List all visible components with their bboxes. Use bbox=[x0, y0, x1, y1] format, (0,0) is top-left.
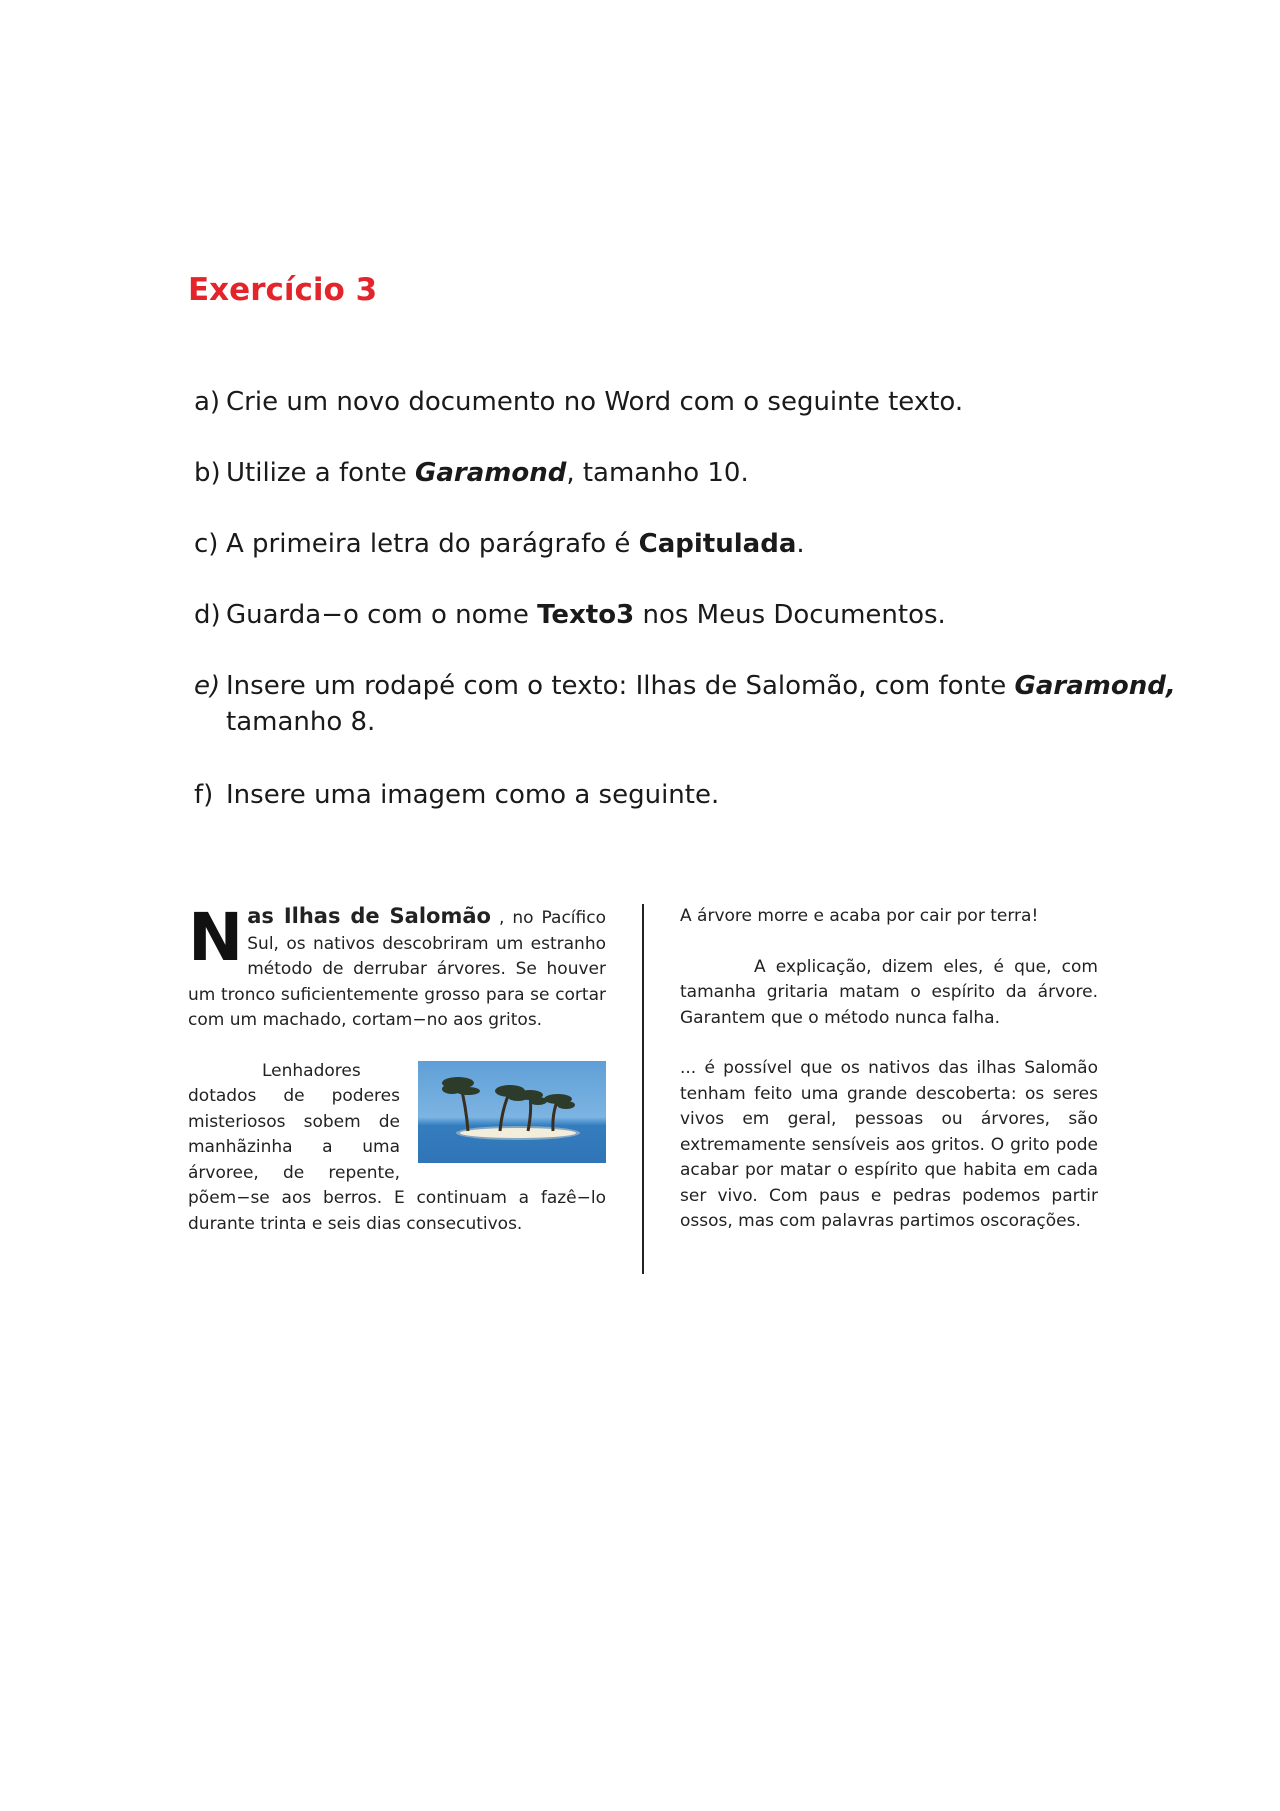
task-d-post: nos Meus Documentos. bbox=[634, 600, 946, 630]
article-p1-rest: , no Pacífico Sul, os nativos descobriram um estranho método de derrubar árvores. Se houver um tronco suficientemente grosso para se cortar com um machado, cortam−no aos gritos. bbox=[188, 908, 606, 1030]
task-c-post: . bbox=[796, 529, 805, 559]
task-b-pre: Utilize a fonte bbox=[226, 458, 415, 488]
task-e-label: e) bbox=[194, 671, 221, 701]
task-a-text: Crie um novo documento no Word com o seguinte texto. bbox=[226, 387, 964, 417]
task-d bbox=[194, 597, 946, 633]
task-b-font: Garamond bbox=[415, 458, 567, 488]
task-d-label: d) bbox=[194, 600, 221, 630]
article-left-column bbox=[188, 899, 606, 1237]
article-right-paragraph-1: A árvore morre e acaba por cair por terra! bbox=[680, 906, 1039, 926]
article-lead: as Ilhas de Salomão bbox=[247, 904, 491, 928]
task-a-label: a) bbox=[194, 387, 221, 417]
page-title: Exercício 3 bbox=[188, 272, 378, 308]
task-c bbox=[194, 526, 805, 562]
task-f bbox=[194, 777, 719, 813]
task-f-text: Insere uma imagem como a seguinte. bbox=[226, 780, 720, 810]
article-right-column bbox=[680, 904, 1098, 1235]
task-d-bold: Texto3 bbox=[537, 600, 635, 630]
task-e bbox=[194, 668, 1176, 740]
island-palm-trees-image bbox=[418, 1061, 606, 1163]
task-c-bold: Capitulada bbox=[638, 529, 797, 559]
task-d-pre: Guarda−o com o nome bbox=[226, 600, 538, 630]
article-columns bbox=[188, 899, 1098, 1274]
article-paragraph-2 bbox=[188, 1059, 606, 1238]
task-b bbox=[194, 455, 749, 491]
task-e-line2: tamanho 8. bbox=[226, 707, 376, 737]
article-right-paragraph-3: ... é possível que os nativos das ilhas Salomão tenham feito uma grande descoberta: os seres vivos em geral, pessoas ou árvores, são extremamente sensíveis aos gritos. O grito pode acabar por matar o espírito que habita em cada ser vivo. Com paus e pedras podemos partir ossos, mas com palavras partimos oscorações. bbox=[680, 1058, 1098, 1231]
column-divider bbox=[642, 904, 644, 1274]
task-c-label: c) bbox=[194, 529, 219, 559]
task-c-pre: A primeira letra do parágrafo é bbox=[226, 529, 639, 559]
article-right-paragraph-2: A explicação, dizem eles, é que, com tamanha gritaria matam o espírito da árvore. Garantem que o método nunca falha. bbox=[680, 956, 1098, 1028]
article-paragraph-1 bbox=[188, 899, 606, 1034]
article-p2-text: Lenhadores dotados de poderes misteriosos sobem de manhãzinha a uma árvoree, de repente, põem−se aos berros. E continuam a fazê−lo durante trinta e seis dias consecutivos. bbox=[188, 1060, 606, 1234]
task-b-label: b) bbox=[194, 458, 221, 488]
drop-cap: N bbox=[188, 899, 244, 976]
task-f-label: f) bbox=[194, 780, 214, 810]
task-e-pre: Insere um rodapé com o texto: Ilhas de Salomão, com fonte bbox=[226, 671, 1015, 701]
task-a bbox=[194, 384, 963, 420]
task-b-post: , tamanho 10. bbox=[566, 458, 749, 488]
task-e-font: Garamond, bbox=[1014, 671, 1176, 701]
